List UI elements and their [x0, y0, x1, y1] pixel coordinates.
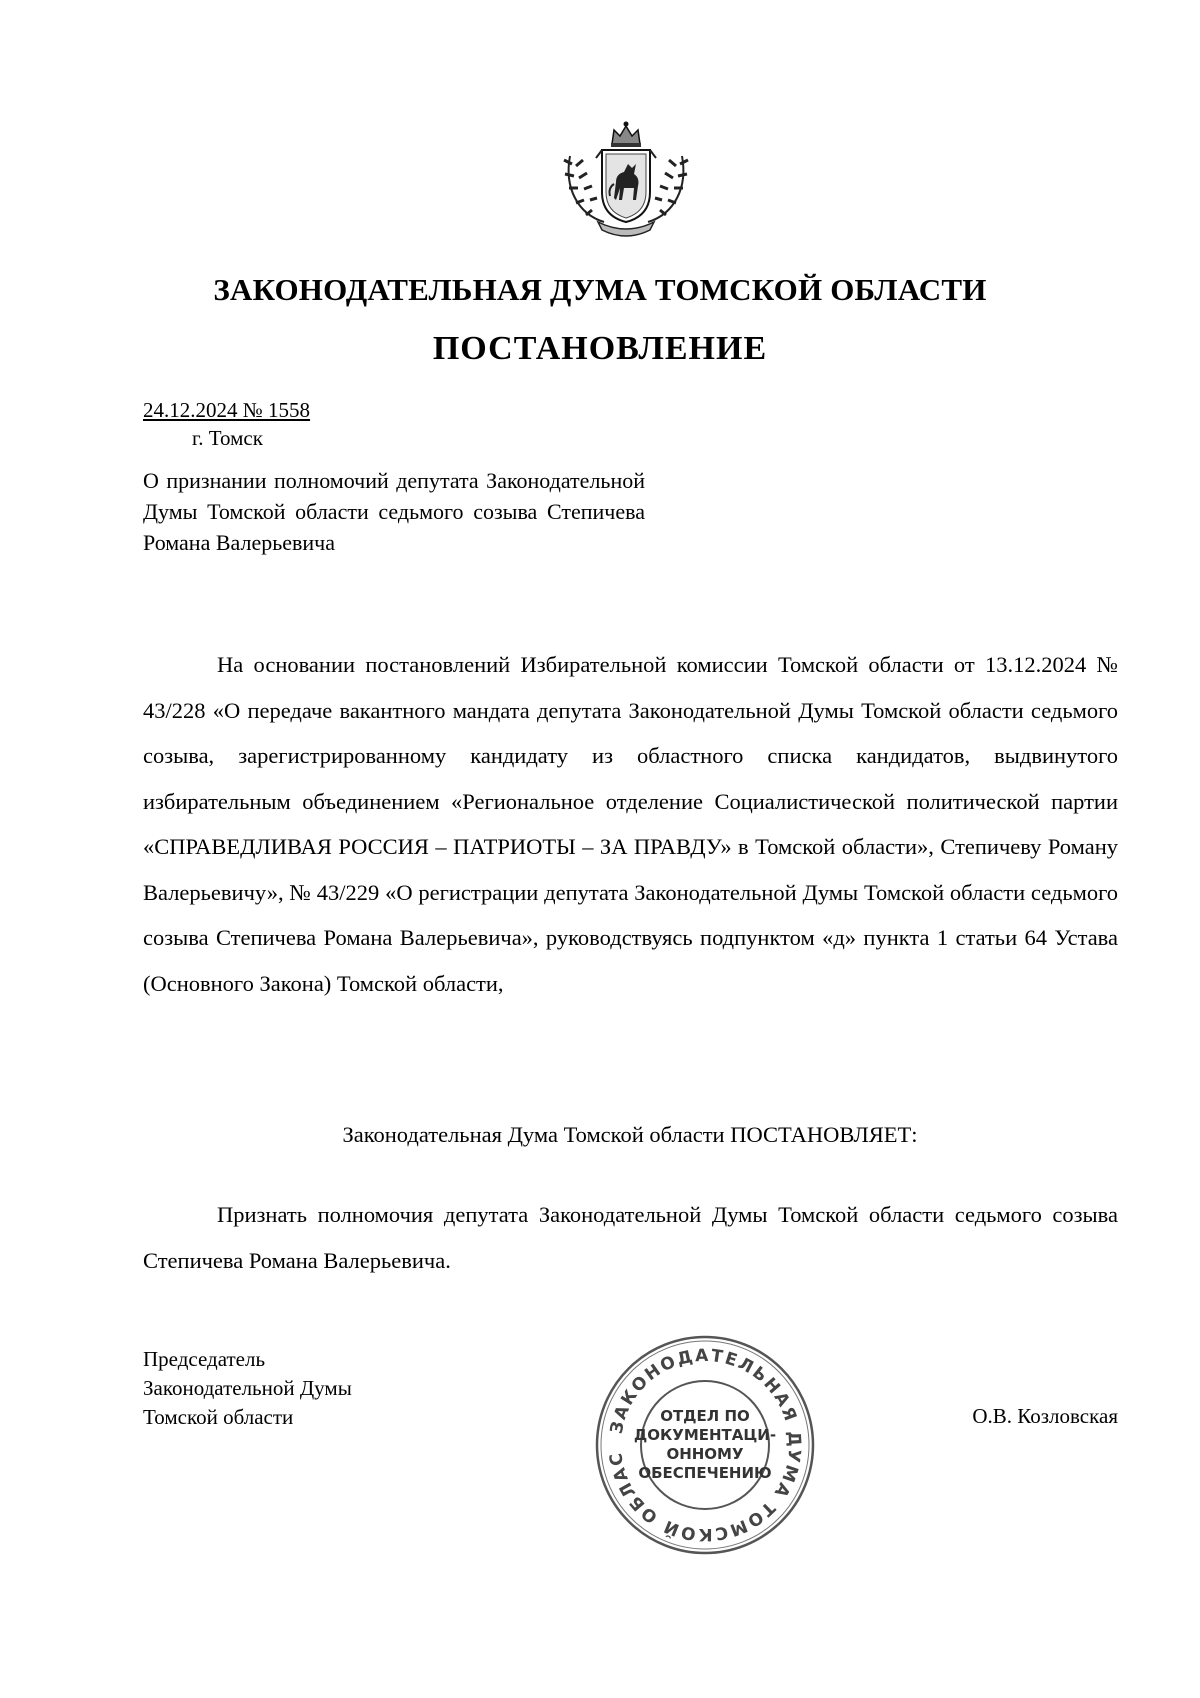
stamp-inner-line: ОННОМУ [666, 1445, 744, 1463]
stamp-seal-icon [590, 1330, 820, 1560]
decree-statement: Законодательная Дума Томской области ПОСТАНОВЛЯЕТ: [342, 1122, 918, 1147]
document-type-title: ПОСТАНОВЛЕНИЕ [432, 330, 768, 367]
coat-of-arms-emblem [558, 118, 694, 244]
signer-name: О.В. Козловская [972, 1404, 1118, 1428]
document-subject: О признании полномочий депутата Законодательной Думы Томской области седьмого созыва Степичева Романа Валерьевича [143, 468, 645, 555]
official-stamp [590, 1330, 820, 1560]
signer-title-line: Законодательной Думы [143, 1376, 352, 1400]
stamp-inner-line: ОБЕСПЕЧЕНИЮ [638, 1464, 772, 1482]
city: г. Томск [192, 426, 263, 450]
stamp-inner-line: ОТДЕЛ ПО [660, 1407, 750, 1425]
stamp-outer-text: ЗАКОНОДАТЕЛЬНАЯ ДУМА ТОМСКОЙ ОБЛАС [606, 1345, 805, 1545]
resolution-paragraph: Признать полномочия депутата Законодательной Думы Томской области седьмого созыва Степичева Романа Валерьевича. [143, 1202, 1118, 1273]
signer-title-line: Томской области [143, 1405, 294, 1429]
organization-title: ЗАКОНОДАТЕЛЬНАЯ ДУМА ТОМСКОЙ ОБЛАСТИ [213, 272, 987, 307]
basis-paragraph: На основании постановлений Избирательной комиссии Томской области от 13.12.2024 № 43/228 «О передаче вакантного мандата депутата Законодательной Думы Томской области седьмого созыва, зарегистрированному кандидату из областного списка кандидатов, выдвинутого избирательным объединением «Региональное отделение Социалистической политической партии «СПРАВЕДЛИВАЯ РОССИЯ – ПАТРИОТЫ – ЗА ПРАВДУ» в Томской области», Степичеву Роману Валерьевичу», № 43/229 «О регистрации депутата Законодательной Думы Томской области седьмого созыва Степичева Романа Валерьевича», руководствуясь подпунктом «д» пункта 1 статьи 64 Устава (Основного Закона) Томской области, [143, 652, 1118, 996]
date-and-number: 24.12.2024 № 1558 [143, 398, 311, 422]
tomsk-coat-of-arms-icon [558, 118, 694, 244]
signer-title-block [143, 1345, 352, 1432]
signer-title-line: Председатель [143, 1347, 266, 1371]
stamp-inner-line: ДОКУМЕНТАЦИ- [633, 1426, 777, 1444]
